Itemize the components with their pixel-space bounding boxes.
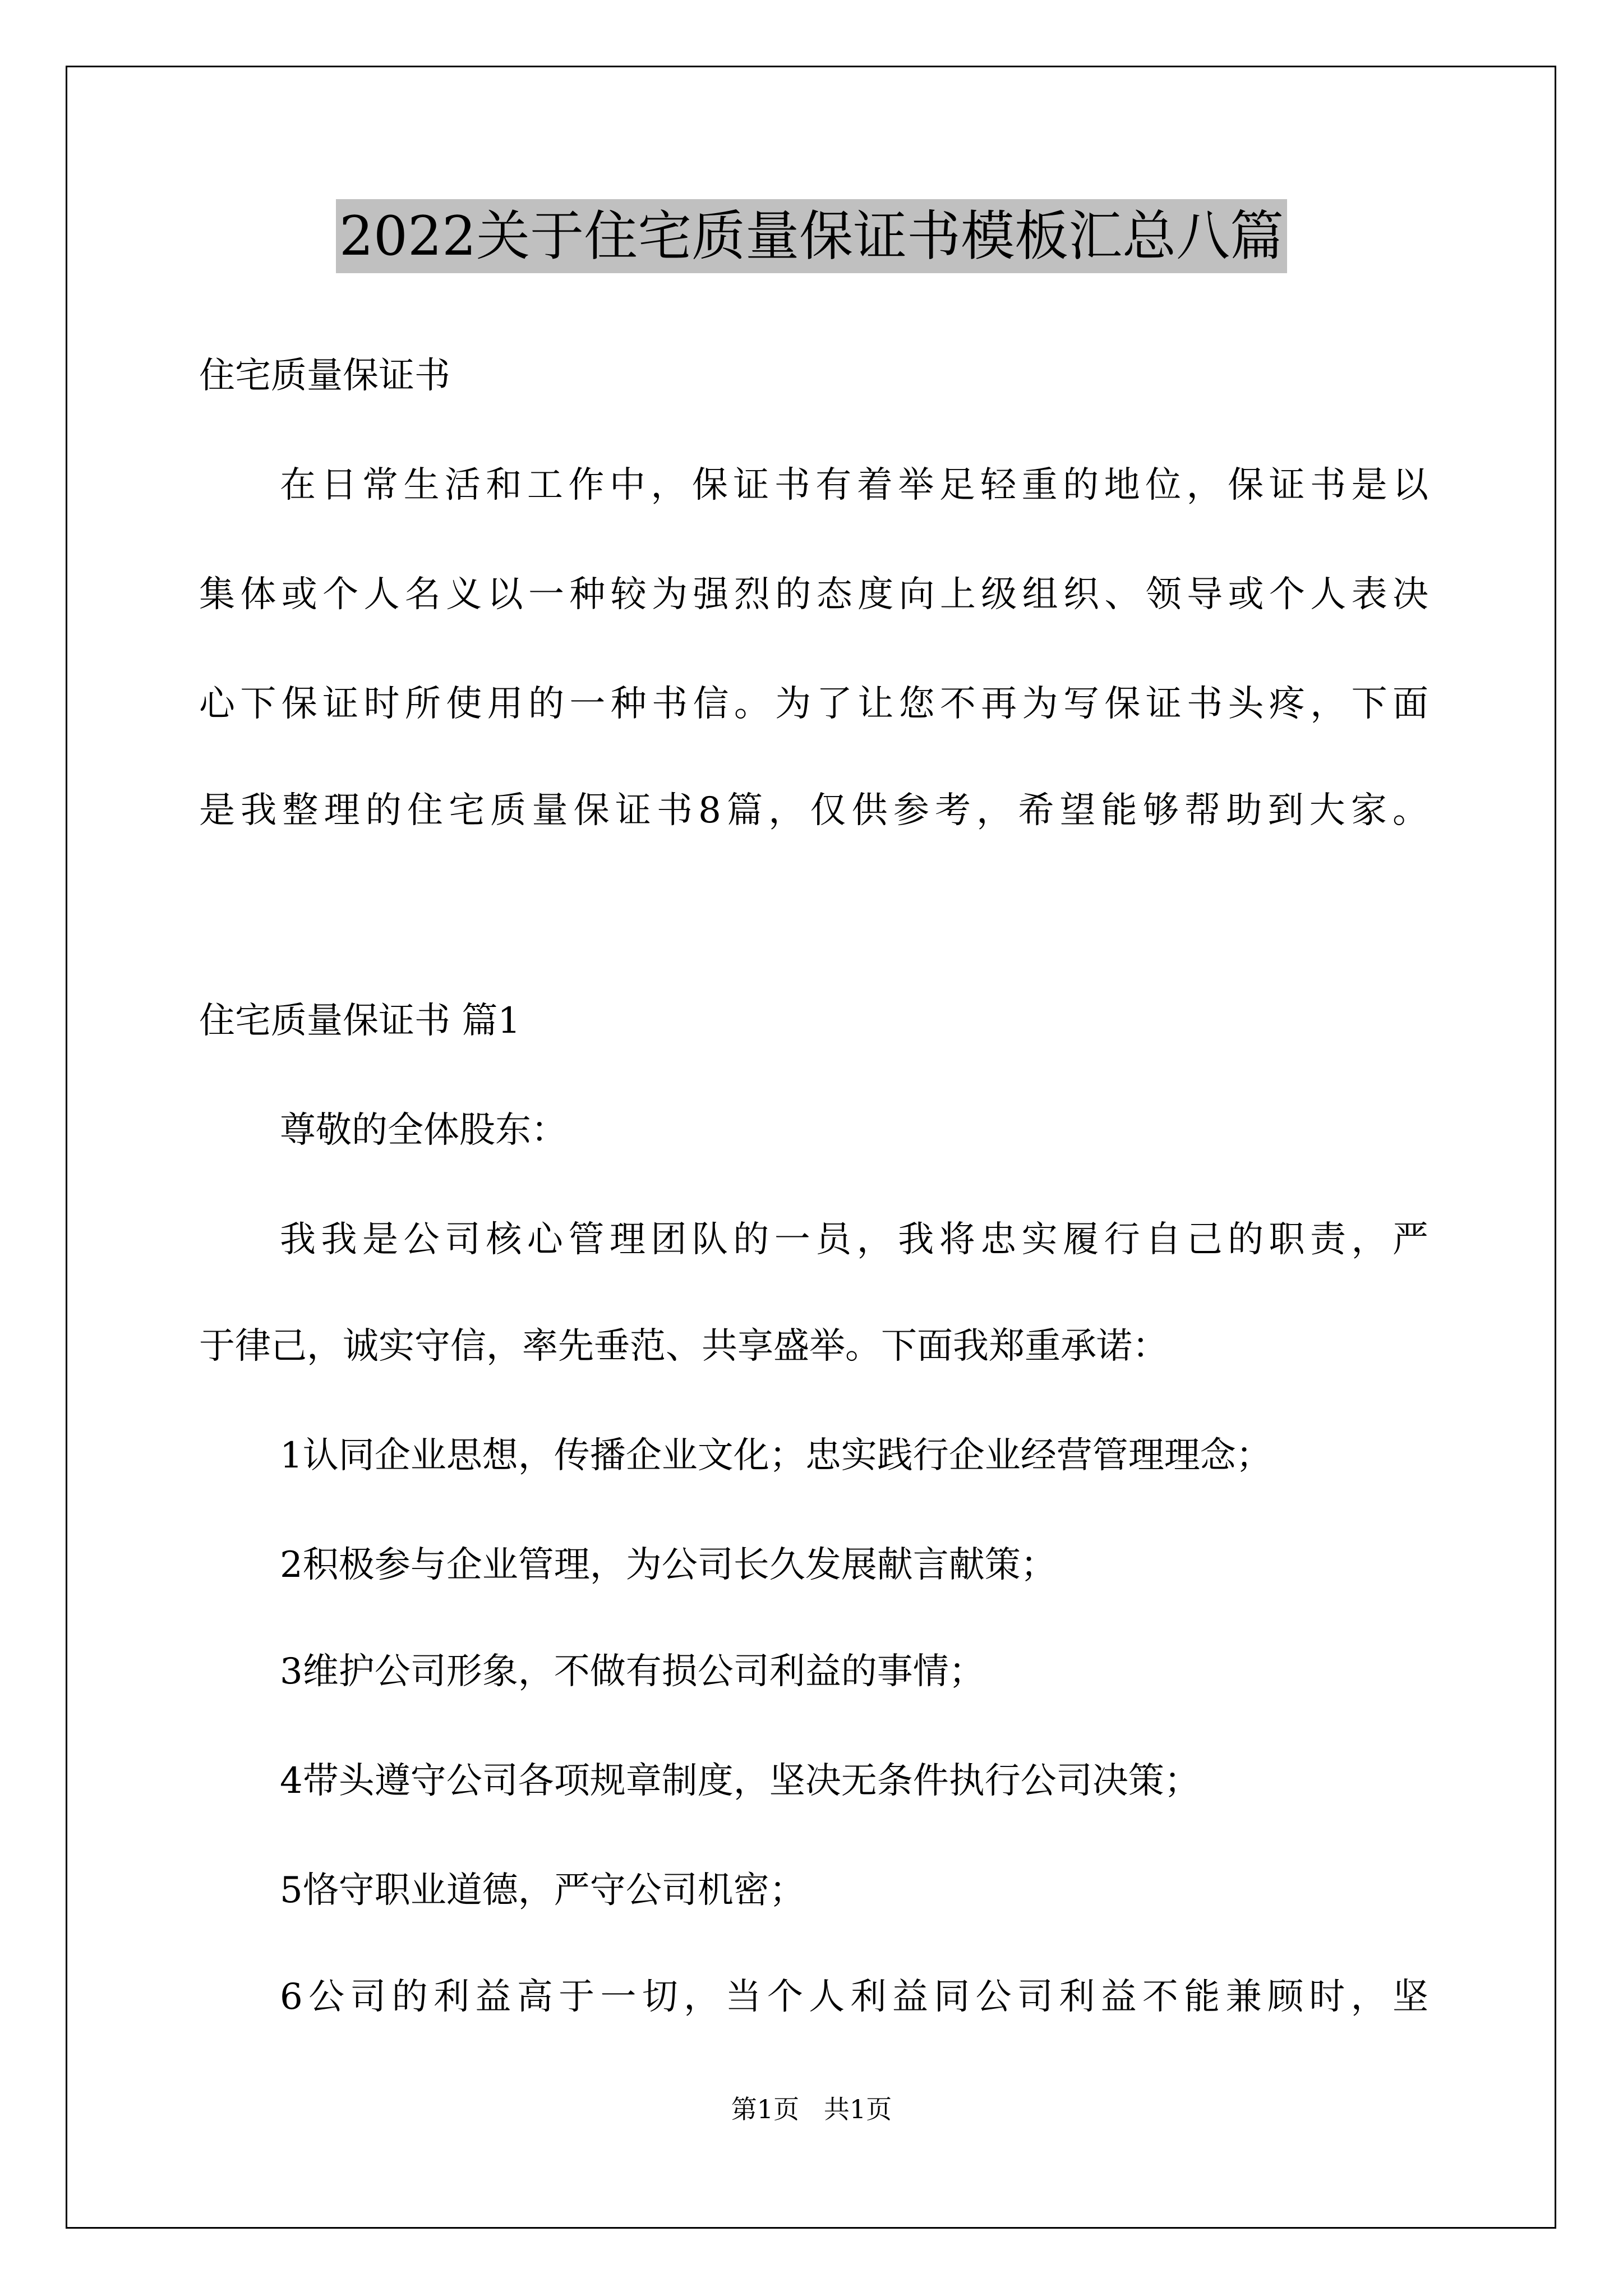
intro-line: 心下保证时所使用的一种书信。为了让您不再为写保证书头疼，下面 xyxy=(199,683,1428,725)
commitment-item: 2积极参与企业管理，为公司长久发展献言献策； xyxy=(280,1544,1057,1586)
commitment-item: 4带头遵守公司各项规章制度，坚决无条件执行公司决策； xyxy=(280,1760,1200,1802)
body-line: 于律己，诚实守信，率先垂范、共享盛举。下面我郑重承诺： xyxy=(199,1326,1168,1367)
intro-line: 在日常生活和工作中，保证书有着举足轻重的地位，保证书是以 xyxy=(280,464,1428,506)
commitment-item: 1认同企业思想，传播企业文化；忠实践行企业经营管理理念； xyxy=(280,1435,1272,1476)
commitment-item: 3维护公司形象，不做有损公司利益的事情； xyxy=(280,1651,985,1692)
body-line: 我我是公司核心管理团队的一员，我将忠实履行自己的职责，严 xyxy=(280,1219,1428,1260)
document-heading: 住宅质量保证书 xyxy=(199,355,450,397)
title-block xyxy=(0,199,1623,273)
section-heading: 住宅质量保证书 篇1 xyxy=(199,1000,521,1042)
page-footer: 第1页 共1页 xyxy=(731,2094,892,2124)
commitment-item: 5恪守职业道德，严守公司机密； xyxy=(280,1870,805,1911)
commitment-item: 6公司的利益高于一切，当个人利益同公司利益不能兼顾时，坚 xyxy=(280,1976,1428,2018)
intro-line: 集体或个人名义以一种较为强烈的态度向上级组织、领导或个人表决 xyxy=(199,574,1428,615)
salutation: 尊敬的全体股东： xyxy=(280,1110,567,1151)
document-title: 2022关于住宅质量保证书模板汇总八篇 xyxy=(336,199,1287,273)
intro-line: 是我整理的住宅质量保证书8篇，仅供参考，希望能够帮助到大家。 xyxy=(199,790,1428,831)
